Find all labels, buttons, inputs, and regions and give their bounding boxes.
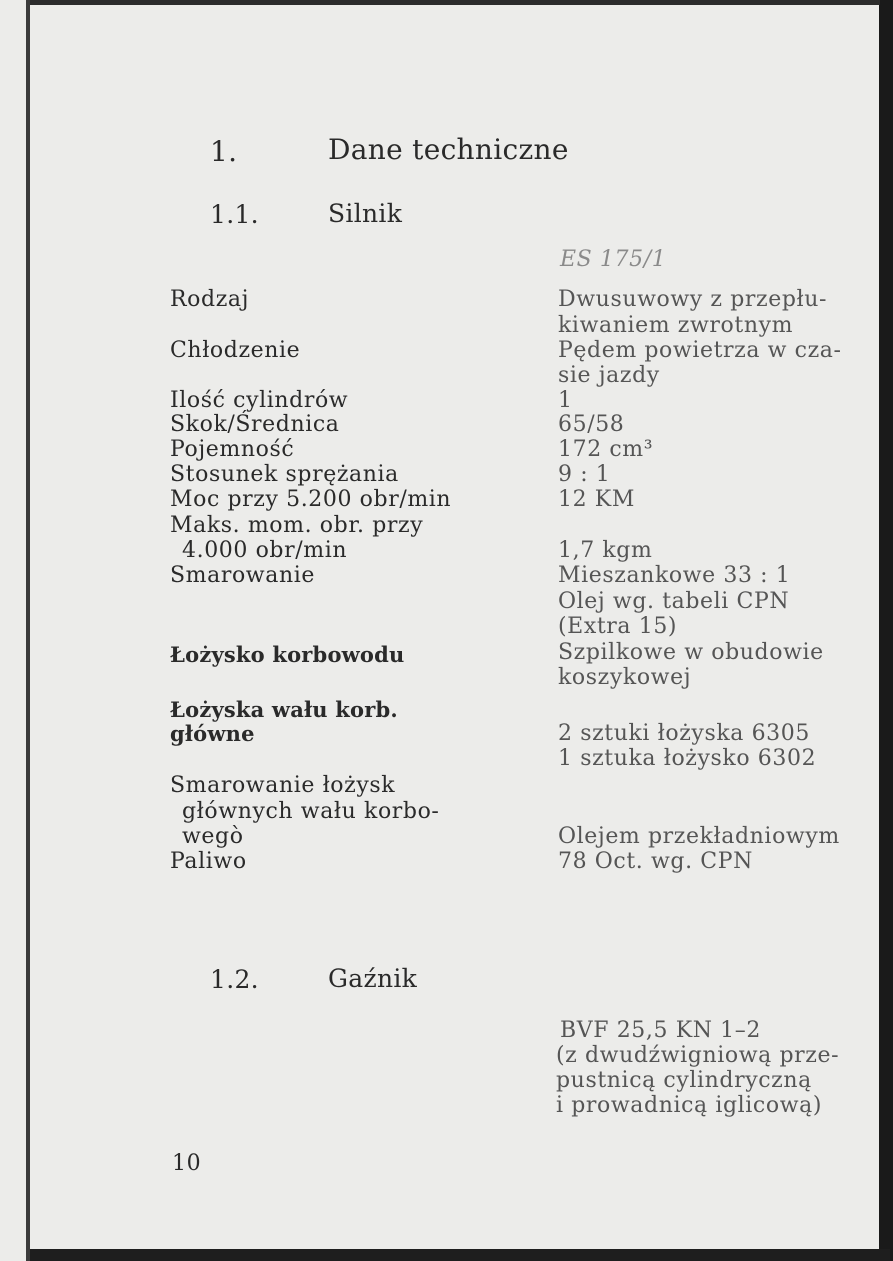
carb-value-line2: (z dwudźwigniową prze- (556, 1043, 840, 1068)
spec-value-smarowanie-line2: Olej wg. tabeli CPN (558, 589, 790, 614)
carb-value-line1: BVF 25,5 KN 1–2 (560, 1018, 761, 1043)
spec-value-chlodzenie-line2: sie jazdy (558, 363, 660, 388)
spec-label-skok: Skok/Średnica (170, 412, 340, 437)
spec-label-moment-line1: Maks. mom. obr. przy (170, 513, 424, 538)
spec-value-cylindry: 1 (558, 388, 573, 413)
carb-value-line4: i prowadnicą iglicową) (556, 1093, 823, 1118)
spec-value-lozysko-korbowodu-line1: Szpilkowe w obudowie (558, 640, 824, 665)
scan-edge-bottom (30, 1249, 890, 1261)
spec-value-rodzaj-line1: Dwusuwowy z przepłu- (558, 287, 828, 312)
spec-label-paliwo: Paliwo (170, 849, 247, 874)
subsection-carb-title: Gaźnik (328, 964, 418, 993)
carb-value-line3: pustnicą cylindryczną (556, 1068, 812, 1093)
section-number: 1. (210, 135, 238, 168)
spec-label-lozyska-walu-line1: Łożyska wału korb. (170, 697, 398, 722)
scan-edge-left (26, 0, 30, 1261)
spec-label-smarowanie-lozysk-line3: wegò (182, 824, 244, 849)
spec-label-moc: Moc przy 5.200 obr/min (170, 487, 452, 512)
spec-label-smarowanie-lozysk-line1: Smarowanie łożysk (170, 773, 396, 798)
spec-value-sprezanie: 9 : 1 (558, 462, 611, 487)
spec-value-rodzaj-line2: kiwaniem zwrotnym (558, 313, 794, 338)
spec-label-smarowanie-lozysk-line2: głównych wału korbo- (182, 799, 440, 824)
spec-value-smarowanie-line1: Mieszankowe 33 : 1 (558, 563, 791, 588)
spec-label-lozyska-walu-line2: główne (170, 721, 255, 746)
spec-value-lozysko-korbowodu-line2: koszykowej (558, 665, 692, 690)
spec-value-lozyska-walu-line2: 1 sztuka łożysko 6302 (558, 746, 817, 771)
spec-value-smarowanie-line3: (Extra 15) (558, 614, 678, 639)
spec-value-moc: 12 KM (558, 487, 635, 512)
subsection-engine-number: 1.1. (210, 200, 259, 229)
spec-value-paliwo: 78 Oct. wg. CPN (558, 849, 753, 874)
scan-edge-right (879, 0, 893, 1261)
model-designation: ES 175/1 (560, 247, 667, 272)
spec-value-smarowanie-lozysk: Olejem przekładniowym (558, 824, 840, 849)
spec-value-moment: 1,7 kgm (558, 538, 653, 563)
subsection-engine-title: Silnik (328, 199, 403, 228)
section-title: Dane techniczne (328, 133, 569, 166)
scan-edge-top (30, 0, 880, 5)
subsection-carb-number: 1.2. (210, 965, 259, 994)
spec-label-smarowanie: Smarowanie (170, 563, 315, 588)
spec-label-chlodzenie: Chłodzenie (170, 338, 301, 363)
spec-value-skok: 65/58 (558, 412, 625, 437)
spec-label-moment-line2: 4.000 obr/min (182, 538, 348, 563)
spec-label-pojemnosc: Pojemność (170, 437, 295, 462)
spec-value-chlodzenie-line1: Pędem powietrza w cza- (558, 338, 842, 363)
spec-value-lozyska-walu-line1: 2 sztuki łożyska 6305 (558, 721, 810, 746)
spec-label-rodzaj: Rodzaj (170, 287, 250, 312)
spec-label-sprezanie: Stosunek sprężania (170, 462, 399, 487)
spec-label-lozysko-korbowodu: Łożysko korbowodu (170, 642, 405, 667)
spec-label-cylindry: Ilość cylindrów (170, 388, 349, 413)
page-number: 10 (172, 1151, 202, 1176)
spec-value-pojemnosc: 172 cm³ (558, 437, 654, 462)
